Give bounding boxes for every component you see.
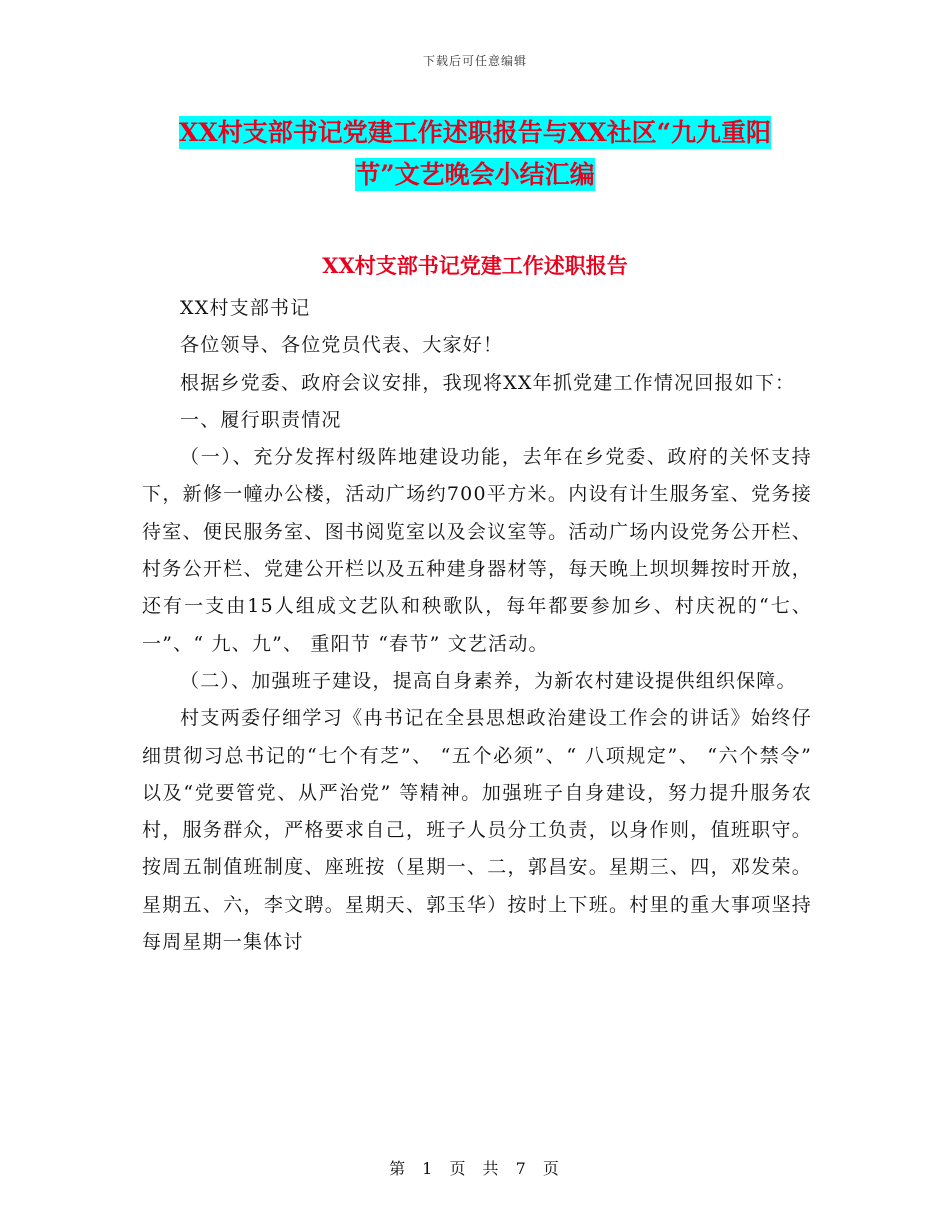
document-body	[142, 290, 812, 961]
document-title-line-1: XX村支部书记党建工作述职报告与XX社区“九九重阳	[179, 118, 771, 147]
paragraph-addressee: XX村支部书记	[180, 297, 311, 319]
section-title: XX村支部书记党建工作述职报告	[322, 253, 628, 278]
paragraph-team-building: 村支两委仔细学习《冉书记在全县思想政治建设工作会的讲话》始终仔细贯彻习总书记的“七个有芝”、 “五个必须”、“ 八项规定”、 “六个禁令” 以及“党要管党、从严治党” 等精神。加强班子自身建设，努力提升服务农村，服务群众，严格要求自己，班子人员分工负责，以身作则，值班职守。按周五制值班制度、座班按（星期一、二，郭昌安。星期三、四，邓发荣。星期五、六，李文聘。星期天、郭玉华）按时上下班。村里的重大事项坚持每周星期一集体讨	[142, 707, 812, 954]
document-title	[0, 112, 950, 196]
paragraph-heading-duties: 一、履行职责情况	[180, 408, 342, 431]
paragraph-intro: 根据乡党委、政府会议安排，我现将XX年抓党建工作情况回报如下：	[180, 371, 796, 394]
paragraph-greeting: 各位领导、各位党员代表、大家好！	[180, 334, 504, 357]
paragraph-item-2: （二）、加强班子建设，提高自身素养，为新农村建设提供组织保障。	[180, 669, 797, 692]
page-number: 第 1 页 共 7 页	[389, 1159, 561, 1178]
document-title-line-2: 节”文艺晚会小结汇编	[355, 160, 595, 189]
page-header: 下载后可任意编辑	[422, 54, 527, 68]
paragraph-item-1: （一）、充分发挥村级阵地建设功能，去年在乡党委、政府的关怀支持下，新修一幢办公楼，活动广场约700平方米。内设有计生服务室、党务接待室、便民服务室、图书阅览室以及会议室等。活动广场内设党务公开栏、村务公开栏、党建公开栏以及五种建身器材等，每天晚上坝坝舞按时开放，还有一支由15人组成文艺队和秧歌队，每年都要参加乡、村庆祝的“七、一”、“ 九、九”、 重阳节 “春节” 文艺活动。	[142, 446, 812, 655]
